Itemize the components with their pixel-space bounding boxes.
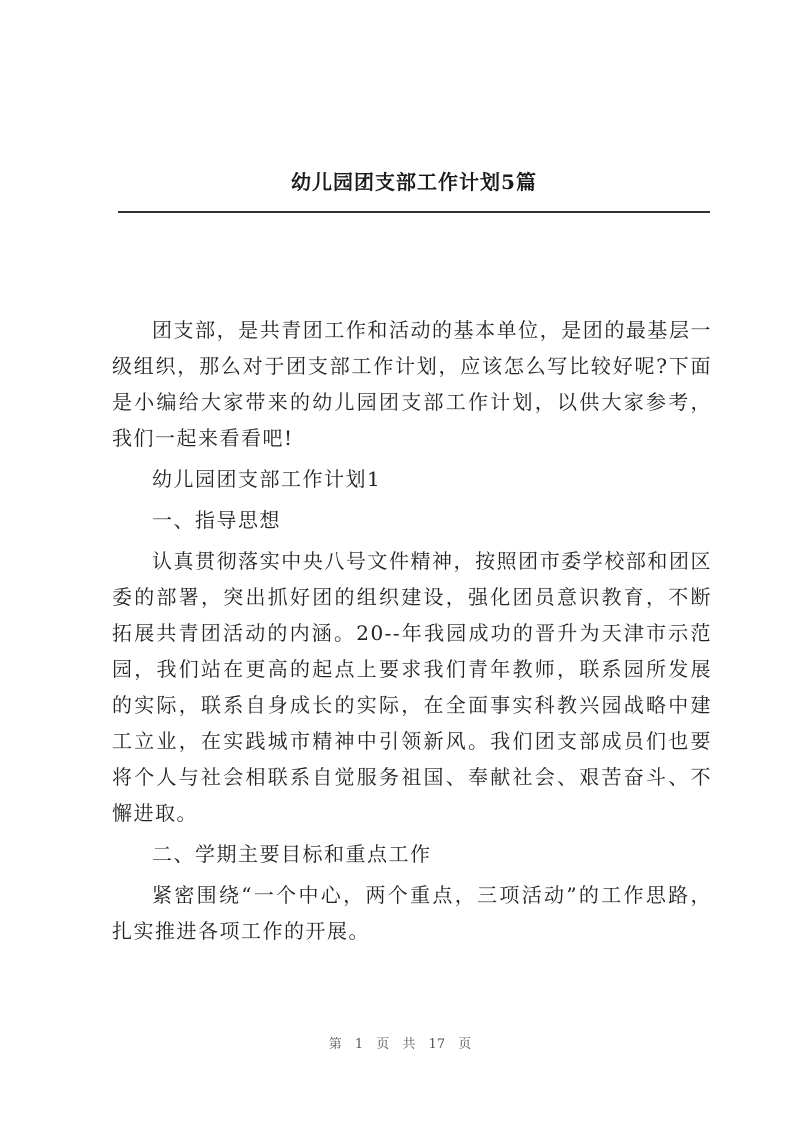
- section-heading-plan-1: 幼儿园团支部工作计划1: [152, 467, 382, 491]
- section-heading-guiding-thought: 一、指导思想: [152, 508, 281, 532]
- page-number: 第 1 页 共 17 页: [328, 1037, 472, 1052]
- document-body: [112, 312, 712, 949]
- document-title: 幼儿园团支部工作计划5篇: [291, 170, 537, 194]
- title-underline: [118, 211, 710, 213]
- section-heading-goals: 二、学期主要目标和重点工作: [152, 842, 432, 866]
- goals-paragraph: 紧密围绕“一个中心，两个重点，三项活动”的工作思路，扎实推进各项工作的开展。: [112, 883, 712, 943]
- guiding-thought-paragraph: 认真贯彻落实中央八号文件精神，按照团市委学校部和团区委的部署，突出抓好团的组织建设，强化团员意识教育，不断拓展共青团活动的内涵。20--年我园成功的晋升为天津市示范园，我们站在更高的起点上要求我们青年教师，联系园所发展的实际，联系自身成长的实际，在全面事实科教兴园战略中建工立业，在实践城市精神中引领新风。我们团支部成员们也要将个人与社会相联系自觉服务祖国、奉献社会、艰苦奋斗、不懈进取。: [112, 549, 712, 825]
- intro-paragraph: 团支部，是共青团工作和活动的基本单位，是团的最基层一级组织，那么对于团支部工作计划，应该怎么写比较好呢?下面是小编给大家带来的幼儿园团支部工作计划，以供大家参考，我们一起来看看吧!: [112, 318, 712, 450]
